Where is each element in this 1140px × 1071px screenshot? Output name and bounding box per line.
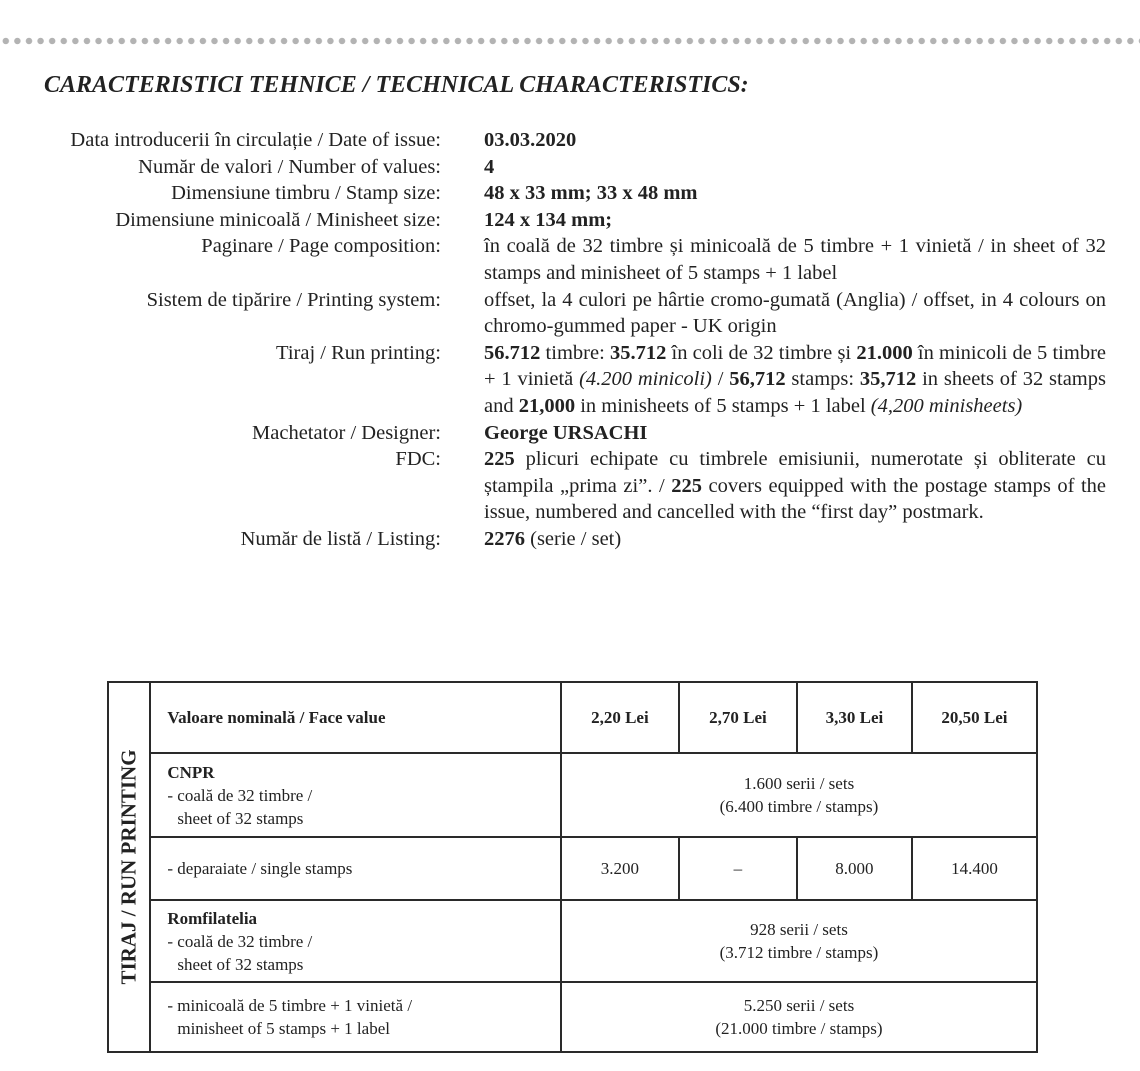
- listing-number: 2276: [484, 527, 525, 550]
- minisheet-line2: minisheet of 5 stamps + 1 label: [177, 1019, 390, 1038]
- minisheet-description: [150, 982, 561, 1052]
- table-row-minisheet: [108, 982, 1037, 1052]
- run-text: timbre:: [540, 341, 610, 364]
- spec-row-designer: [0, 420, 1140, 447]
- table-row-single-stamps: [108, 837, 1037, 900]
- face-value-1: 2,20 Lei: [561, 682, 679, 753]
- minisheet-quantity: [561, 982, 1037, 1052]
- cnpr-description: [150, 753, 561, 837]
- romfilatelia-line2: sheet of 32 stamps: [177, 954, 304, 974]
- table-row-cnpr-sheets: [108, 753, 1037, 837]
- run-text: in sheets of 32 stamps and: [484, 368, 1106, 417]
- spec-label: Dimensiune timbru / Stamp size:: [171, 182, 441, 205]
- run-printing-table: [107, 681, 1038, 1053]
- singles-description: - deparaiate / single stamps: [150, 837, 561, 900]
- run-text: stamps:: [785, 368, 860, 391]
- table-row-header: [108, 682, 1037, 753]
- romfilatelia-stamps: (3.712 timbre / stamps): [719, 943, 879, 962]
- spec-row-page-composition: [0, 233, 1140, 286]
- cnpr-quantity: [561, 753, 1037, 837]
- spec-value: George URSACHI: [484, 421, 648, 444]
- cnpr-stamps: (6.400 timbre / stamps): [719, 797, 879, 816]
- run-minisheet-count-en: (4,200 minisheets): [870, 394, 1023, 417]
- spec-row-listing: [0, 526, 1140, 553]
- fdc-count-en: 225: [671, 474, 702, 497]
- spec-row-values: [0, 154, 1140, 181]
- cnpr-title: CNPR: [167, 762, 215, 782]
- singles-value-4: 14.400: [912, 837, 1037, 900]
- run-total-ro: 56.712: [484, 341, 541, 364]
- face-value-header: Valoare nominală / Face value: [150, 682, 561, 753]
- spec-label: Paginare / Page composition:: [201, 235, 441, 258]
- spec-value: 124 x 134 mm;: [484, 208, 613, 231]
- run-minisheets-en: 21,000: [518, 394, 576, 417]
- technical-characteristics: [0, 127, 1140, 553]
- romfilatelia-quantity: [561, 900, 1037, 982]
- romfilatelia-line1: - coală de 32 timbre /: [167, 931, 313, 951]
- romfilatelia-sets: 928 serii / sets: [750, 920, 848, 939]
- spec-row-fdc: [0, 446, 1140, 526]
- minisheet-sets: 5.250 serii / sets: [743, 996, 855, 1015]
- spec-label: Machetator / Designer:: [252, 421, 441, 444]
- run-sheets-en: 35,712: [859, 368, 917, 391]
- spec-row-minisheet-size: [0, 207, 1140, 234]
- spec-value: în coală de 32 timbre și minicoală de 5 timbre + 1 vinietă / in sheet of 32 stamps and minisheet of 5 stamps + 1 label: [484, 235, 1106, 284]
- romfilatelia-title: Romfilatelia: [167, 908, 258, 928]
- run-text: /: [711, 368, 730, 391]
- spec-label: Număr de valori / Number of values:: [138, 155, 441, 178]
- table-row-romfilatelia-sheets: [108, 900, 1037, 982]
- cnpr-line2: sheet of 32 stamps: [177, 808, 304, 828]
- spec-label: Tiraj / Run printing:: [276, 341, 441, 364]
- singles-value-2: –: [679, 837, 797, 900]
- spec-value: 4: [484, 155, 495, 178]
- spec-label: Data introducerii în circulație / Date of issue:: [70, 129, 441, 151]
- dotted-divider: [0, 36, 1140, 46]
- fdc-text-en: covers equipped with the postage stamps of the issue, numbered and cancelled with the “first day” postmark.: [484, 474, 1106, 524]
- spec-value: [484, 446, 1106, 526]
- spec-label: Sistem de tipărire / Printing system:: [146, 288, 441, 311]
- face-value-4: 20,50 Lei: [912, 682, 1037, 753]
- fdc-text-ro: plicuri echipate cu timbrele emisiunii, numerotate și obliterate cu ștampila „prima zi”. /: [484, 448, 1106, 497]
- spec-row-printing-system: [0, 287, 1140, 340]
- page-title: CARACTERISTICI TEHNICE / TECHNICAL CHARACTERISTICS:: [44, 72, 749, 98]
- spec-value: 48 x 33 mm; 33 x 48 mm: [484, 182, 698, 205]
- spec-row-run-printing: [0, 340, 1140, 420]
- cnpr-line1: - coală de 32 timbre /: [167, 785, 313, 805]
- spec-row-date: [0, 127, 1140, 154]
- spec-value: 03.03.2020: [484, 129, 577, 151]
- spec-value: offset, la 4 culori pe hârtie cromo-gumată (Anglia) / offset, in 4 colours on chromo-gummed paper - UK origin: [484, 288, 1106, 338]
- spec-label: Dimensiune minicoală / Minisheet size:: [115, 208, 441, 231]
- minisheet-line1: - minicoală de 5 timbre + 1 vinietă /: [167, 996, 413, 1015]
- run-sheets-ro: 35.712: [609, 341, 667, 364]
- run-total-en: 56,712: [729, 368, 786, 391]
- romfilatelia-description: [150, 900, 561, 982]
- side-label-cell: [108, 682, 150, 1052]
- face-value-3: 3,30 Lei: [797, 682, 912, 753]
- spec-value: [484, 340, 1106, 420]
- singles-value-1: 3.200: [561, 837, 679, 900]
- run-minisheets-ro: 21.000: [856, 341, 913, 364]
- run-text: in minisheets of 5 stamps + 1 label: [575, 394, 871, 417]
- fdc-count-ro: 225: [484, 448, 515, 471]
- minisheet-stamps: (21.000 timbre / stamps): [715, 1019, 883, 1038]
- listing-suffix: (serie / set): [525, 527, 622, 550]
- cnpr-sets: 1.600 serii / sets: [743, 774, 855, 793]
- run-text: în coli de 32 timbre și: [666, 341, 857, 364]
- spec-label: Număr de listă / Listing:: [240, 527, 441, 550]
- spec-label: FDC:: [395, 448, 441, 471]
- spec-row-stamp-size: [0, 180, 1140, 207]
- side-label: TIRAJ / RUN PRINTING: [116, 749, 141, 985]
- run-text: în minicoli de 5 timbre + 1 vinietă: [484, 341, 1106, 391]
- singles-value-3: 8.000: [797, 837, 912, 900]
- face-value-2: 2,70 Lei: [679, 682, 797, 753]
- run-minisheet-count-ro: (4.200 minicoli): [579, 368, 712, 391]
- spec-value: [484, 526, 1106, 553]
